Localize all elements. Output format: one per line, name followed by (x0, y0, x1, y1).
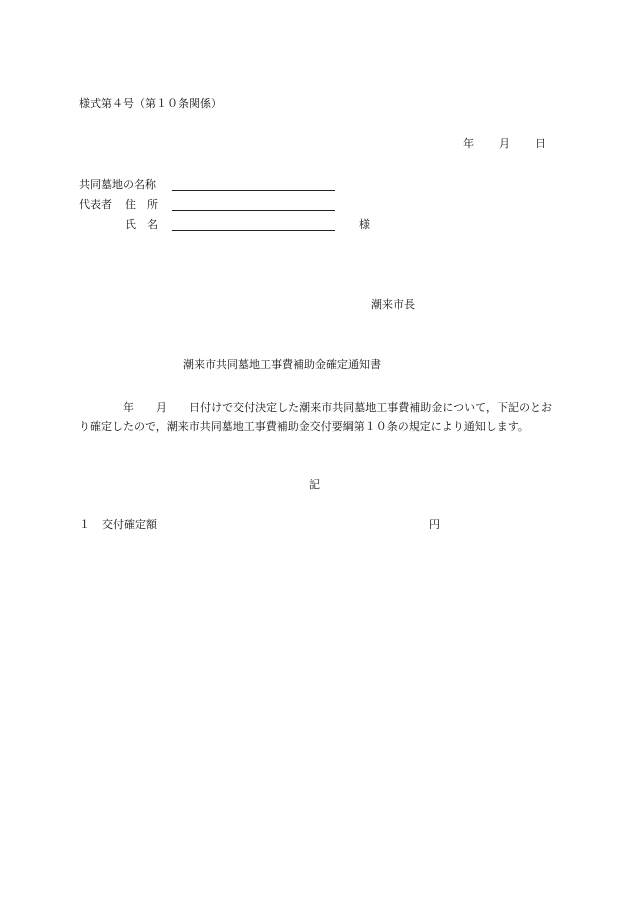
item-number: １ (79, 518, 90, 531)
body-text: 日付けで交付決定した潮来市共同墓地工事費補助金について，下記のとおり確定したので，潮来市共同墓地工事費補助金交付要綱第１０条の規定により通知します。 (79, 401, 553, 433)
ki-heading: 記 (309, 478, 320, 491)
cemetery-name-label: 共同墓地の名称 (79, 178, 156, 191)
date-year: 年 (463, 137, 474, 150)
date-day: 日 (535, 137, 546, 150)
document-title: 潮来市共同墓地工事費補助金確定通知書 (183, 358, 381, 371)
issuer: 潮来市長 (371, 298, 415, 311)
body-paragraph (79, 398, 552, 436)
address-label: 住 所 (125, 198, 158, 211)
representative-label: 代表者 (79, 198, 112, 211)
address-line (172, 210, 335, 211)
form-number: 様式第４号（第１０条関係） (79, 97, 222, 110)
person-name-label: 氏 名 (125, 218, 158, 231)
item-label: 交付確定額 (102, 518, 157, 531)
item-unit: 円 (429, 518, 440, 531)
body-year: 年 (123, 401, 135, 414)
cemetery-name-line (172, 190, 335, 191)
date-month: 月 (499, 137, 510, 150)
honorific: 様 (359, 218, 370, 231)
body-month: 月 (156, 401, 168, 414)
person-name-line (172, 230, 335, 231)
